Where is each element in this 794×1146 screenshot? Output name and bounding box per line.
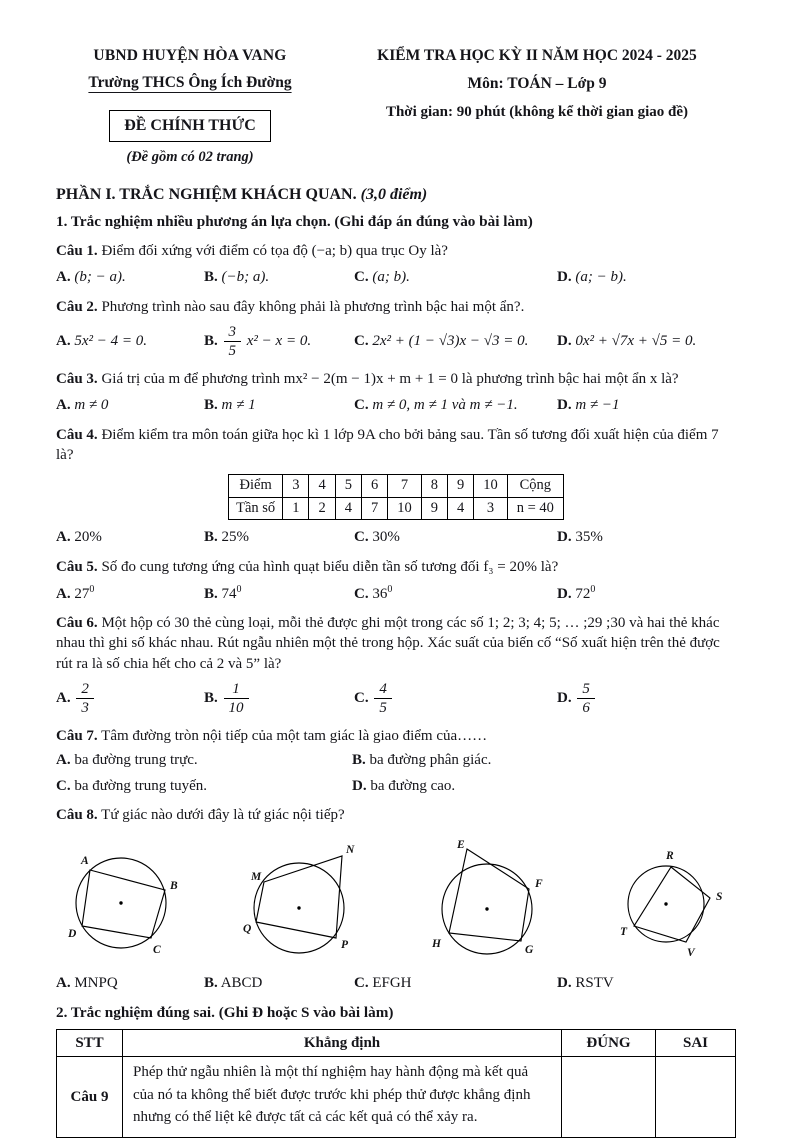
option-b: B. m ≠ 1 [204, 397, 256, 414]
section1-heading: 1. Trắc nghiệm nhiều phương án lựa chọn. (Ghi đáp án đúng vào bài làm) [56, 212, 533, 230]
option-b: B. (−b; a). [204, 269, 270, 286]
question-9-label: Câu 9 [57, 1057, 123, 1138]
fraction: $\frac{3}{5}$ [224, 324, 242, 359]
option-c: C. EFGH [354, 975, 412, 992]
diagram-abcd [58, 840, 190, 964]
vertex-label-e: E [457, 839, 465, 852]
quadrilateral-mnpq [239, 840, 375, 964]
vertex-label-h: H [432, 938, 442, 951]
option-d: D. ba đường cao. [352, 777, 456, 794]
diagram-rstv [608, 842, 734, 962]
question-8-options [56, 973, 736, 993]
question-8-diagrams [58, 837, 734, 967]
question-7 [56, 726, 736, 796]
header-dung: ĐÚNG [562, 1030, 656, 1057]
exam-subject: Môn: TOÁN – Lớp 9 [467, 74, 607, 92]
exam-duration: Thời gian: 90 phút (không kể thời gian giao đề) [385, 103, 689, 120]
option-a: A. m ≠ 0 [56, 397, 109, 414]
quadrilateral-efgh [423, 837, 559, 967]
question-7-text: Câu 7. Tâm đường tròn nội tiếp của một tam giác là giao điểm của…… [56, 728, 488, 745]
vertex-label-a: A [81, 855, 89, 868]
vertex-label-c: C [153, 944, 161, 957]
question-3-options [56, 395, 736, 415]
question-6-options [56, 680, 736, 717]
question-1-text: Câu 1. Điểm đối xứng với điểm có tọa độ (−a; b) qua trục Oy là? [56, 243, 448, 260]
part1-heading-points: (3,0 điểm) [360, 186, 428, 203]
true-false-table-header [57, 1030, 736, 1057]
exam-title: KIỂM TRA HỌC KỲ II NĂM HỌC 2024 - 2025 [377, 47, 697, 64]
vertex-label-m: M [250, 871, 261, 884]
question-1-label: Câu 1. [56, 243, 98, 260]
inscribed-quadrilateral-abcd [58, 840, 190, 964]
question-2 [56, 297, 736, 361]
header-sai: SAI [656, 1030, 736, 1057]
option-d: D. m ≠ −1 [557, 397, 620, 414]
true-false-table [56, 1029, 736, 1138]
vertex-label-d: D [68, 928, 77, 941]
part1-heading-text: PHẦN I. TRẮC NGHIỆM KHÁCH QUAN. [56, 186, 357, 203]
question-4 [56, 425, 736, 548]
vertex-label-v: T [619, 926, 627, 939]
question-1 [56, 241, 736, 288]
option-c: C. $36^0$ [354, 583, 393, 602]
question-8-label: Câu 8. [56, 806, 98, 823]
option-c: C. m ≠ 0, m ≠ 1 và m ≠ −1. [354, 397, 518, 414]
option-c: C. $\frac{4}{5}$ [354, 680, 557, 717]
option-a: A. (b; − a). [56, 269, 126, 286]
vertex-label-f: F [535, 878, 543, 891]
question-2-options [56, 323, 736, 360]
quadrilateral-rstv [608, 842, 734, 962]
header [56, 46, 736, 168]
vertex-label-n: N [345, 844, 354, 857]
fraction: $\frac{2}{3}$ [76, 681, 94, 716]
option-b: B. $74^0$ [204, 583, 242, 602]
org-name: UBND HUYỆN HÒA VANG [93, 47, 287, 64]
option-a: A. $27^0$ [56, 583, 95, 602]
option-b: B. $\frac{3}{5}$ x² − x = 0. [204, 323, 312, 360]
option-b: B. $\frac{1}{10}$ [204, 680, 354, 717]
frequency-table-row-scores: Điểm 3 4 5 6 7 8 9 10 Cộng [229, 475, 564, 498]
vertex-label-r: R [665, 850, 674, 863]
question-3-text: Câu 3. Giá trị của m để phương trình mx² − 2(m − 1)x + m + 1 = 0 là phương trình bậc hai một ẩn x là? [56, 371, 679, 388]
header-stt: STT [57, 1030, 123, 1057]
question-4-options [56, 527, 736, 547]
diagram-mnpq [239, 840, 375, 964]
school-name: Trường THCS Ông Ích Đường [88, 73, 292, 91]
vertex-label-b: B [170, 880, 178, 893]
option-b: B. ABCD [204, 975, 263, 992]
question-5-options [56, 583, 736, 604]
header-statement: Khẳng định [123, 1030, 562, 1057]
pages-note: (Đề gồm có 02 trang) [126, 149, 254, 166]
frequency-table-row-counts: Tần số 1 2 4 7 10 9 4 3 n = 40 [229, 497, 564, 520]
option-a: A. 5x² − 4 = 0. [56, 333, 147, 350]
option-d: D. 35% [557, 529, 603, 546]
diagram-efgh [423, 837, 559, 967]
option-b: B. ba đường phân giác. [352, 752, 492, 769]
fraction: $\frac{4}{5}$ [374, 681, 392, 716]
option-d: D. 0x² + √7x + √5 = 0. [557, 333, 697, 350]
option-a: A. $\frac{2}{3}$ [56, 680, 204, 717]
question-7-options [56, 750, 736, 796]
question-1-options [56, 267, 736, 287]
option-b: B. 25% [204, 529, 250, 546]
option-d: D. $\frac{5}{6}$ [557, 680, 736, 717]
question-9-row [57, 1057, 736, 1138]
question-5-text: Câu 5. Số đo cung tương ứng của hình quạt biểu diễn tần số tương đối f₃ = 20% là? [56, 558, 559, 575]
vertex-label-g: G [525, 944, 534, 957]
option-c: C. 30% [354, 529, 400, 546]
vertex-label-p: P [340, 939, 348, 952]
question-8-text: Câu 8. Tứ giác nào dưới đây là tứ giác nội tiếp? [56, 806, 345, 823]
header-right-column [324, 46, 736, 122]
vertex-label-q: Q [242, 923, 251, 936]
option-c: C. ba đường trung tuyến. [56, 777, 208, 794]
question-7-label: Câu 7. [56, 728, 98, 745]
option-d: D. (a; − b). [557, 269, 627, 286]
fraction: $\frac{5}{6}$ [577, 681, 595, 716]
question-9-statement: Phép thử ngẫu nhiên là một thí nghiệm hay hành động mà kết quả của nó ta không thể biết được trước khi phép thử được khẳng định nhưng có thể liệt kê được tất cả các kết quả có thể xảy ra. [123, 1057, 562, 1138]
option-c: C. 2x² + (1 − √3)x − √3 = 0. [354, 333, 529, 350]
official-stamp-wrap [56, 110, 324, 143]
question-9-dung-cell [562, 1057, 656, 1138]
official-exam-stamp: ĐỀ CHÍNH THỨC [109, 110, 271, 143]
section2-heading: 2. Trắc nghiệm đúng sai. (Ghi Đ hoặc S vào bài làm) [56, 1004, 394, 1022]
vertex-label-s: S [715, 891, 723, 904]
vertex-label-t: V [686, 947, 695, 960]
question-6-text: Câu 6. Một hộp có 30 thẻ cùng loại, mỗi thẻ được ghi một trong các số 1; 2; 3; 4; 5; … ;29 ;30 và hai thẻ khác nhau thì ghi số khác nhau. Rút ngẫu nhiên một thẻ trong hộp. Xác suất của biến cố “Số xuất hiện trên thẻ được rút ra là số chia hết cho cả 2 và 5” là? [56, 615, 720, 672]
option-d: D. $72^0$ [557, 583, 596, 602]
question-4-label: Câu 4. [56, 426, 98, 443]
question-2-label: Câu 2. [56, 298, 98, 315]
question-4-text: Câu 4. Điểm kiểm tra môn toán giữa học kì 1 lớp 9A cho bởi bảng sau. Tần số tương đối xuất hiện của điểm 7 là? [56, 426, 719, 463]
option-d: D. RSTV [557, 975, 614, 992]
option-a: A. ba đường trung trực. [56, 752, 198, 769]
option-a: A. 20% [56, 529, 102, 546]
question-5 [56, 557, 736, 605]
option-a: A. MNPQ [56, 975, 118, 992]
question-6-label: Câu 6. [56, 615, 98, 632]
question-3 [56, 369, 736, 416]
fraction: $\frac{1}{10}$ [224, 681, 249, 716]
question-9-sai-cell [656, 1057, 736, 1138]
question-3-label: Câu 3. [56, 371, 98, 388]
part1-heading [56, 184, 736, 206]
frequency-table [228, 474, 564, 520]
question-5-label: Câu 5. [56, 558, 98, 575]
header-left-column [56, 46, 324, 168]
question-8 [56, 805, 736, 994]
option-c: C. (a; b). [354, 269, 410, 286]
question-2-text: Câu 2. Phương trình nào sau đây không phải là phương trình bậc hai một ẩn?. [56, 298, 525, 315]
question-6 [56, 613, 736, 717]
